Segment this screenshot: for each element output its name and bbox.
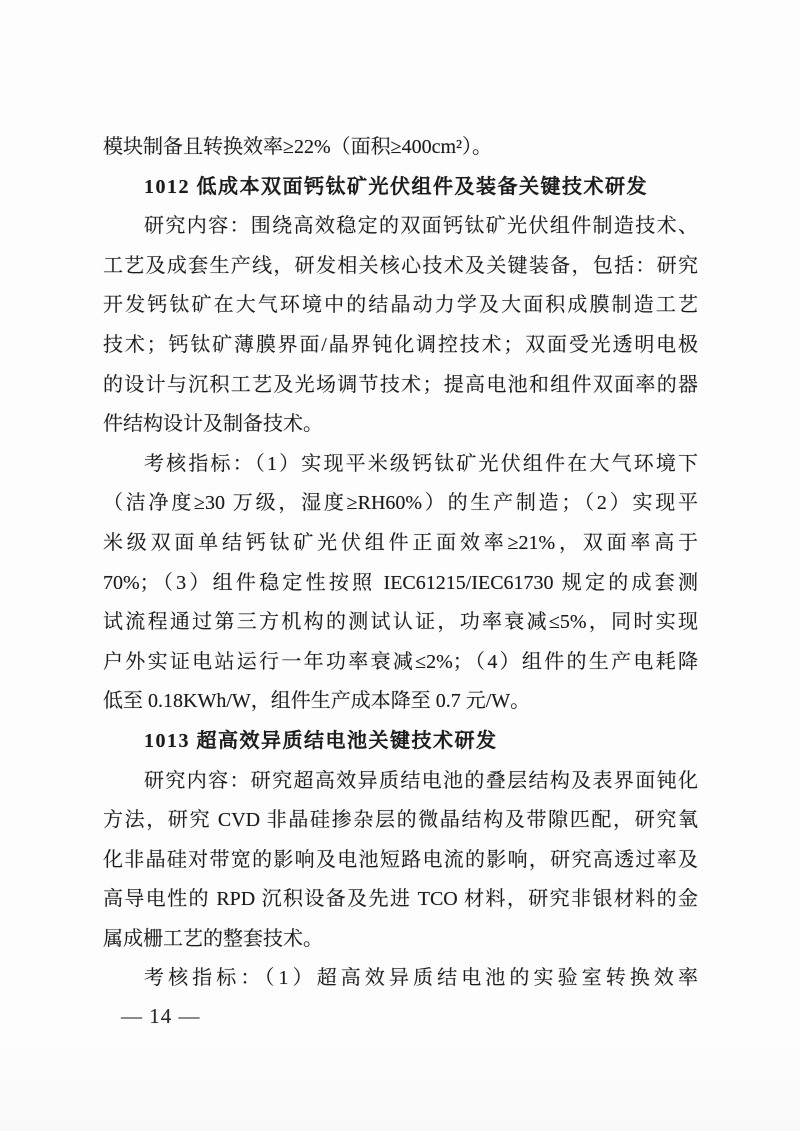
text-line: 工艺及成套生产线，研发相关核心技术及关键装备，包括：研究 — [103, 254, 698, 277]
text-line: 考核指标：（1）超高效异质结电池的实验室转换效率 — [144, 967, 698, 990]
text-line: 高导电性的 RPD 沉积设备及先进 TCO 材料，研究非银材料的金 — [103, 888, 698, 911]
text-line: 化非晶硅对带宽的影响及电池短路电流的影响，研究高透过率及 — [103, 848, 698, 871]
text-line: 开发钙钛矿在大气环境中的结晶动力学及大面积成膜制造工艺 — [103, 294, 698, 317]
text-line: 方法，研究 CVD 非晶硅掺杂层的微晶结构及带隙匹配，研究氧 — [103, 809, 698, 832]
text-line: （洁净度≥30 万级，湿度≥RH60%）的生产制造；（2）实现平 — [103, 492, 698, 515]
document-lines — [103, 128, 698, 999]
text-line: 件结构设计及制备技术。 — [103, 413, 323, 436]
text-line: 研究内容：围绕高效稳定的双面钙钛矿光伏组件制造技术、 — [144, 215, 698, 238]
text-line: 研究内容：研究超高效异质结电池的叠层结构及表界面钝化 — [144, 769, 698, 792]
text-line: 的设计与沉积工艺及光场调节技术；提高电池和组件双面率的器 — [103, 373, 698, 396]
text-line: 属成栅工艺的整套技术。 — [103, 927, 323, 950]
page-number: — 14 — — [121, 1004, 201, 1028]
text-line: 考核指标：（1）实现平米级钙钛矿光伏组件在大气环境下 — [144, 452, 698, 475]
section-heading: 1012 低成本双面钙钛矿光伏组件及装备关键技术研发 — [144, 175, 648, 198]
text-line: 技术；钙钛矿薄膜界面/晶界钝化调控技术；双面受光透明电极 — [103, 333, 698, 356]
text-line: 模块制备且转换效率≥22%（面积≥400cm²）。 — [103, 136, 493, 158]
page-footer — [121, 1001, 201, 1031]
text-line: 户外实证电站运行一年功率衰减≤2%；（4）组件的生产电耗降 — [103, 650, 698, 673]
text-line: 低至 0.18KWh/W，组件生产成本降至 0.7 元/W。 — [103, 690, 531, 713]
section-heading: 1013 超高效异质结电池关键技术研发 — [144, 729, 498, 752]
text-line: 70%；（3）组件稳定性按照 IEC61215/IEC61730 规定的成套测 — [103, 571, 698, 594]
text-line: 试流程通过第三方机构的测试认证，功率衰减≤5%，同时实现 — [103, 611, 698, 634]
text-line: 米级双面单结钙钛矿光伏组件正面效率≥21%，双面率高于 — [103, 531, 698, 554]
